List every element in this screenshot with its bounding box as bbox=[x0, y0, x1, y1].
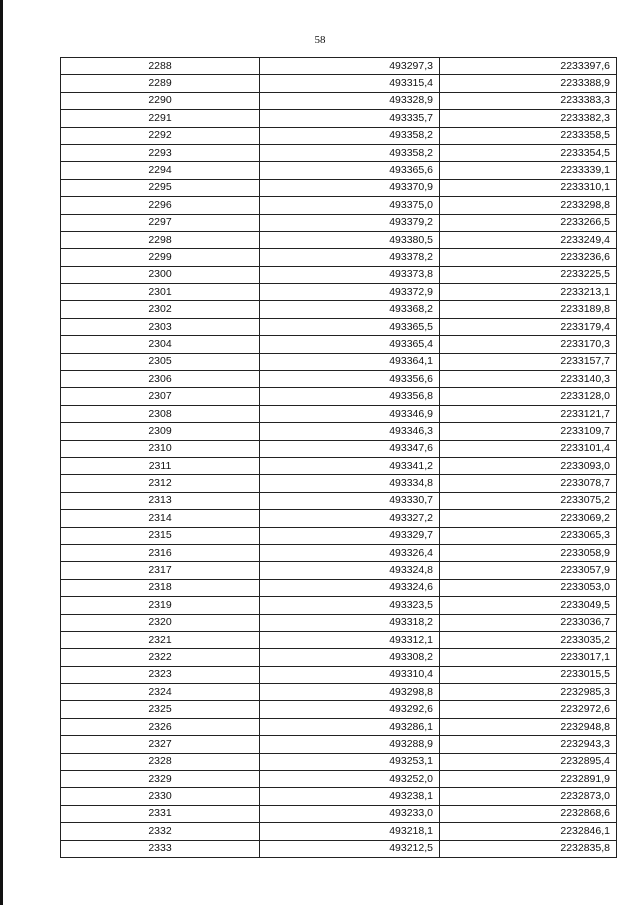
x-coordinate-cell: 493380,5 bbox=[260, 231, 440, 248]
point-number-cell: 2306 bbox=[61, 371, 260, 388]
y-coordinate-cell: 2233053,0 bbox=[440, 579, 617, 596]
x-coordinate-cell: 493212,5 bbox=[260, 840, 440, 857]
x-coordinate-cell: 493298,8 bbox=[260, 684, 440, 701]
point-number-cell: 2310 bbox=[61, 440, 260, 457]
coordinates-table bbox=[60, 57, 617, 858]
y-coordinate-cell: 2233339,1 bbox=[440, 162, 617, 179]
y-coordinate-cell: 2233121,7 bbox=[440, 405, 617, 422]
table-row bbox=[61, 284, 617, 301]
table-row bbox=[61, 527, 617, 544]
table-row bbox=[61, 92, 617, 109]
point-number-cell: 2321 bbox=[61, 631, 260, 648]
table-row bbox=[61, 544, 617, 561]
x-coordinate-cell: 493346,3 bbox=[260, 423, 440, 440]
point-number-cell: 2301 bbox=[61, 284, 260, 301]
y-coordinate-cell: 2233388,9 bbox=[440, 75, 617, 92]
table-row bbox=[61, 475, 617, 492]
table-row bbox=[61, 231, 617, 248]
y-coordinate-cell: 2233189,8 bbox=[440, 301, 617, 318]
y-coordinate-cell: 2233036,7 bbox=[440, 614, 617, 631]
table-row bbox=[61, 510, 617, 527]
y-coordinate-cell: 2233128,0 bbox=[440, 388, 617, 405]
table-row bbox=[61, 440, 617, 457]
x-coordinate-cell: 493292,6 bbox=[260, 701, 440, 718]
table-row bbox=[61, 666, 617, 683]
table-row bbox=[61, 614, 617, 631]
y-coordinate-cell: 2233354,5 bbox=[440, 144, 617, 161]
point-number-cell: 2309 bbox=[61, 423, 260, 440]
y-coordinate-cell: 2233157,7 bbox=[440, 353, 617, 370]
y-coordinate-cell: 2232891,9 bbox=[440, 771, 617, 788]
point-number-cell: 2329 bbox=[61, 771, 260, 788]
point-number-cell: 2302 bbox=[61, 301, 260, 318]
point-number-cell: 2318 bbox=[61, 579, 260, 596]
x-coordinate-cell: 493356,8 bbox=[260, 388, 440, 405]
y-coordinate-cell: 2233015,5 bbox=[440, 666, 617, 683]
x-coordinate-cell: 493370,9 bbox=[260, 179, 440, 196]
y-coordinate-cell: 2232972,6 bbox=[440, 701, 617, 718]
y-coordinate-cell: 2232943,3 bbox=[440, 736, 617, 753]
table-row bbox=[61, 388, 617, 405]
table-row bbox=[61, 405, 617, 422]
x-coordinate-cell: 493297,3 bbox=[260, 58, 440, 75]
table-row bbox=[61, 110, 617, 127]
y-coordinate-cell: 2233382,3 bbox=[440, 110, 617, 127]
table-row bbox=[61, 75, 617, 92]
x-coordinate-cell: 493288,9 bbox=[260, 736, 440, 753]
point-number-cell: 2300 bbox=[61, 266, 260, 283]
x-coordinate-cell: 493308,2 bbox=[260, 649, 440, 666]
y-coordinate-cell: 2233298,8 bbox=[440, 197, 617, 214]
x-coordinate-cell: 493328,9 bbox=[260, 92, 440, 109]
x-coordinate-cell: 493326,4 bbox=[260, 544, 440, 561]
x-coordinate-cell: 493238,1 bbox=[260, 788, 440, 805]
x-coordinate-cell: 493329,7 bbox=[260, 527, 440, 544]
point-number-cell: 2316 bbox=[61, 544, 260, 561]
table-row bbox=[61, 301, 617, 318]
y-coordinate-cell: 2232846,1 bbox=[440, 823, 617, 840]
y-coordinate-cell: 2233266,5 bbox=[440, 214, 617, 231]
table-row bbox=[61, 371, 617, 388]
y-coordinate-cell: 2232985,3 bbox=[440, 684, 617, 701]
y-coordinate-cell: 2233249,4 bbox=[440, 231, 617, 248]
y-coordinate-cell: 2233093,0 bbox=[440, 457, 617, 474]
x-coordinate-cell: 493346,9 bbox=[260, 405, 440, 422]
y-coordinate-cell: 2233310,1 bbox=[440, 179, 617, 196]
point-number-cell: 2325 bbox=[61, 701, 260, 718]
point-number-cell: 2308 bbox=[61, 405, 260, 422]
table-row bbox=[61, 457, 617, 474]
y-coordinate-cell: 2233213,1 bbox=[440, 284, 617, 301]
y-coordinate-cell: 2233017,1 bbox=[440, 649, 617, 666]
point-number-cell: 2323 bbox=[61, 666, 260, 683]
y-coordinate-cell: 2232873,0 bbox=[440, 788, 617, 805]
table-row bbox=[61, 701, 617, 718]
table-row bbox=[61, 840, 617, 857]
x-coordinate-cell: 493335,7 bbox=[260, 110, 440, 127]
x-coordinate-cell: 493368,2 bbox=[260, 301, 440, 318]
table-row bbox=[61, 249, 617, 266]
x-coordinate-cell: 493323,5 bbox=[260, 597, 440, 614]
page-left-edge bbox=[0, 0, 3, 905]
y-coordinate-cell: 2233057,9 bbox=[440, 562, 617, 579]
x-coordinate-cell: 493253,1 bbox=[260, 753, 440, 770]
y-coordinate-cell: 2233179,4 bbox=[440, 318, 617, 335]
table-row bbox=[61, 144, 617, 161]
table-row bbox=[61, 753, 617, 770]
point-number-cell: 2288 bbox=[61, 58, 260, 75]
point-number-cell: 2294 bbox=[61, 162, 260, 179]
table-row bbox=[61, 423, 617, 440]
table-row bbox=[61, 597, 617, 614]
point-number-cell: 2324 bbox=[61, 684, 260, 701]
table-row bbox=[61, 214, 617, 231]
point-number-cell: 2311 bbox=[61, 457, 260, 474]
x-coordinate-cell: 493365,5 bbox=[260, 318, 440, 335]
x-coordinate-cell: 493347,6 bbox=[260, 440, 440, 457]
point-number-cell: 2317 bbox=[61, 562, 260, 579]
point-number-cell: 2305 bbox=[61, 353, 260, 370]
x-coordinate-cell: 493286,1 bbox=[260, 718, 440, 735]
point-number-cell: 2327 bbox=[61, 736, 260, 753]
x-coordinate-cell: 493341,2 bbox=[260, 457, 440, 474]
point-number-cell: 2326 bbox=[61, 718, 260, 735]
table-row bbox=[61, 197, 617, 214]
y-coordinate-cell: 2233109,7 bbox=[440, 423, 617, 440]
x-coordinate-cell: 493233,0 bbox=[260, 805, 440, 822]
table-row bbox=[61, 788, 617, 805]
point-number-cell: 2299 bbox=[61, 249, 260, 266]
x-coordinate-cell: 493364,1 bbox=[260, 353, 440, 370]
point-number-cell: 2319 bbox=[61, 597, 260, 614]
table-row bbox=[61, 771, 617, 788]
point-number-cell: 2330 bbox=[61, 788, 260, 805]
point-number-cell: 2320 bbox=[61, 614, 260, 631]
table-row bbox=[61, 649, 617, 666]
y-coordinate-cell: 2233236,6 bbox=[440, 249, 617, 266]
y-coordinate-cell: 2233075,2 bbox=[440, 492, 617, 509]
point-number-cell: 2312 bbox=[61, 475, 260, 492]
y-coordinate-cell: 2233397,6 bbox=[440, 58, 617, 75]
x-coordinate-cell: 493358,2 bbox=[260, 127, 440, 144]
x-coordinate-cell: 493330,7 bbox=[260, 492, 440, 509]
y-coordinate-cell: 2232948,8 bbox=[440, 718, 617, 735]
table-row bbox=[61, 336, 617, 353]
x-coordinate-cell: 493334,8 bbox=[260, 475, 440, 492]
x-coordinate-cell: 493252,0 bbox=[260, 771, 440, 788]
point-number-cell: 2314 bbox=[61, 510, 260, 527]
table-row bbox=[61, 823, 617, 840]
x-coordinate-cell: 493310,4 bbox=[260, 666, 440, 683]
point-number-cell: 2303 bbox=[61, 318, 260, 335]
x-coordinate-cell: 493324,8 bbox=[260, 562, 440, 579]
x-coordinate-cell: 493218,1 bbox=[260, 823, 440, 840]
table-row bbox=[61, 805, 617, 822]
table-row bbox=[61, 718, 617, 735]
point-number-cell: 2322 bbox=[61, 649, 260, 666]
y-coordinate-cell: 2233058,9 bbox=[440, 544, 617, 561]
point-number-cell: 2333 bbox=[61, 840, 260, 857]
y-coordinate-cell: 2233069,2 bbox=[440, 510, 617, 527]
table-row bbox=[61, 736, 617, 753]
y-coordinate-cell: 2233035,2 bbox=[440, 631, 617, 648]
table-row bbox=[61, 162, 617, 179]
x-coordinate-cell: 493312,1 bbox=[260, 631, 440, 648]
table-row bbox=[61, 127, 617, 144]
table-row bbox=[61, 353, 617, 370]
y-coordinate-cell: 2233078,7 bbox=[440, 475, 617, 492]
y-coordinate-cell: 2232895,4 bbox=[440, 753, 617, 770]
x-coordinate-cell: 493324,6 bbox=[260, 579, 440, 596]
point-number-cell: 2291 bbox=[61, 110, 260, 127]
point-number-cell: 2290 bbox=[61, 92, 260, 109]
x-coordinate-cell: 493327,2 bbox=[260, 510, 440, 527]
point-number-cell: 2328 bbox=[61, 753, 260, 770]
table-row bbox=[61, 631, 617, 648]
coordinates-table-body bbox=[61, 58, 617, 858]
x-coordinate-cell: 493315,4 bbox=[260, 75, 440, 92]
y-coordinate-cell: 2233170,3 bbox=[440, 336, 617, 353]
y-coordinate-cell: 2232868,6 bbox=[440, 805, 617, 822]
table-row bbox=[61, 266, 617, 283]
point-number-cell: 2289 bbox=[61, 75, 260, 92]
point-number-cell: 2304 bbox=[61, 336, 260, 353]
x-coordinate-cell: 493365,4 bbox=[260, 336, 440, 353]
y-coordinate-cell: 2233358,5 bbox=[440, 127, 617, 144]
y-coordinate-cell: 2233065,3 bbox=[440, 527, 617, 544]
point-number-cell: 2292 bbox=[61, 127, 260, 144]
table-row bbox=[61, 684, 617, 701]
x-coordinate-cell: 493372,9 bbox=[260, 284, 440, 301]
y-coordinate-cell: 2233101,4 bbox=[440, 440, 617, 457]
y-coordinate-cell: 2233140,3 bbox=[440, 371, 617, 388]
x-coordinate-cell: 493356,6 bbox=[260, 371, 440, 388]
point-number-cell: 2296 bbox=[61, 197, 260, 214]
table-row bbox=[61, 562, 617, 579]
table-row bbox=[61, 579, 617, 596]
point-number-cell: 2315 bbox=[61, 527, 260, 544]
y-coordinate-cell: 2233225,5 bbox=[440, 266, 617, 283]
page-number: 58 bbox=[314, 34, 326, 46]
x-coordinate-cell: 493358,2 bbox=[260, 144, 440, 161]
table-row bbox=[61, 58, 617, 75]
y-coordinate-cell: 2233383,3 bbox=[440, 92, 617, 109]
x-coordinate-cell: 493379,2 bbox=[260, 214, 440, 231]
point-number-cell: 2293 bbox=[61, 144, 260, 161]
point-number-cell: 2313 bbox=[61, 492, 260, 509]
table-row bbox=[61, 318, 617, 335]
x-coordinate-cell: 493373,8 bbox=[260, 266, 440, 283]
point-number-cell: 2307 bbox=[61, 388, 260, 405]
y-coordinate-cell: 2232835,8 bbox=[440, 840, 617, 857]
y-coordinate-cell: 2233049,5 bbox=[440, 597, 617, 614]
x-coordinate-cell: 493318,2 bbox=[260, 614, 440, 631]
x-coordinate-cell: 493378,2 bbox=[260, 249, 440, 266]
point-number-cell: 2295 bbox=[61, 179, 260, 196]
point-number-cell: 2297 bbox=[61, 214, 260, 231]
x-coordinate-cell: 493365,6 bbox=[260, 162, 440, 179]
point-number-cell: 2332 bbox=[61, 823, 260, 840]
table-row bbox=[61, 179, 617, 196]
table-row bbox=[61, 492, 617, 509]
point-number-cell: 2298 bbox=[61, 231, 260, 248]
x-coordinate-cell: 493375,0 bbox=[260, 197, 440, 214]
point-number-cell: 2331 bbox=[61, 805, 260, 822]
